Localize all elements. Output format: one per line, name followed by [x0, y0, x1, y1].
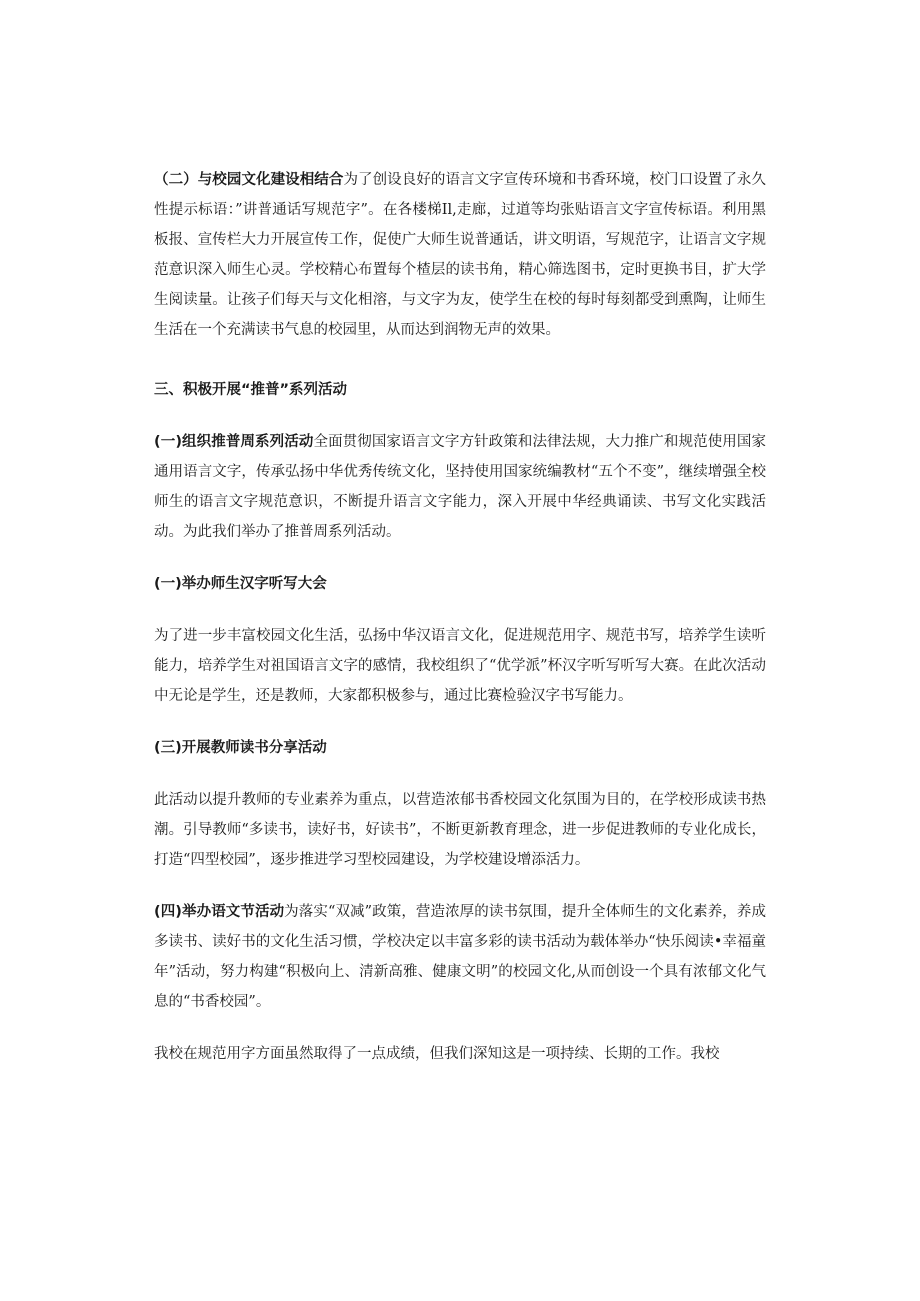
paragraph-promo-week: [154, 427, 766, 547]
section-heading-3: 三、积极开展“推普”系列活动: [154, 382, 348, 398]
paragraph-body: 为了创设良好的语言文字宣传环境和书香环境，校门口设置了永久性提示标语：”讲普通话写规范字”。在各楼梯Il,走廊，过道等均张贴语言文字宣传标语。利用黑板报、宣传栏大力开展宣传工作，促使广大师生说普通话，讲文明语，写规范字，让语言文字规范意识深入师生心灵。学校精心布置每个楂层的读书角，精心筛选图书，定时更换书目，扩大学生阅读量。让孩子们每天与文化相溶，与文字为友，使学生在校的每时每刻都受到熏陶，让师生生活在一个充满读书气息的校园里，从而达到润物无声的效果。: [154, 172, 766, 338]
paragraph-chinese-festival: [154, 897, 766, 1017]
document-page: [154, 165, 766, 1069]
subheading-dictation-contest: (一)举办师生汉字听写大会: [154, 576, 327, 592]
paragraph-lead: (一)组织推普周系列活动: [154, 434, 314, 450]
subheading-teacher-reading: (三)开展教师读书分享活动: [154, 740, 327, 756]
paragraph-body: 为落实“双减”政策，营造浓厚的读书氛围，提升全体师生的文化素养，养成多读书、读好书的文化生活习惯，学校决定以丰富多彩的读书活动为载体举办“快乐阅读•幸福童年”活动，努力构建“积极向上、清新高雅、健康文明”的校园文化,从而创设一个具有浓郁文化气息的“书香校园”。: [154, 904, 766, 1010]
paragraph-teacher-reading: 此活动以提升教师的专业素养为重点，以营造浓郁书香校园文化氛围为目的，在学校形成读书热潮。引导教师“多读书，读好书，好读书”，不断更新教育理念，进一步促进教师的专业化成长，打造“四型校园”，逐步推进学习型校园建设，为学校建设增添活力。: [154, 792, 766, 868]
paragraph-body: 全面贯彻国家语言文字方针政策和法律法规，大力推广和规范使用国家通用语言文字，传承弘扬中华优秀传统文化，坚持使用国家统编教材“五个不变”，继续增强全校师生的语言文字规范意识，不断提升语言文字能力，深入开展中华经典诵读、书写文化实践活动。为此我们举办了推普周系列活动。: [154, 434, 766, 540]
paragraph-lead: （二）与校园文化建设相结合: [154, 172, 344, 188]
paragraph-lead: (四)举办语文节活动: [154, 904, 285, 920]
paragraph-campus-culture: [154, 165, 766, 345]
paragraph-conclusion: 我校在规范用字方面虽然取得了一点成绩，但我们深知这是一项持续、长期的工作。我校: [154, 1046, 720, 1062]
paragraph-dictation-contest: 为了进一步丰富校园文化生活，弘扬中华汉语言文化，促进规范用字、规范书写，培养学生读听能力，培养学生对祖国语言文字的感情，我校组织了“优学派”杯汉字听写听写大赛。在此次活动中无论是学生，还是教师，大家都积极参与，通过比赛检验汉字书写能力。: [154, 628, 766, 704]
